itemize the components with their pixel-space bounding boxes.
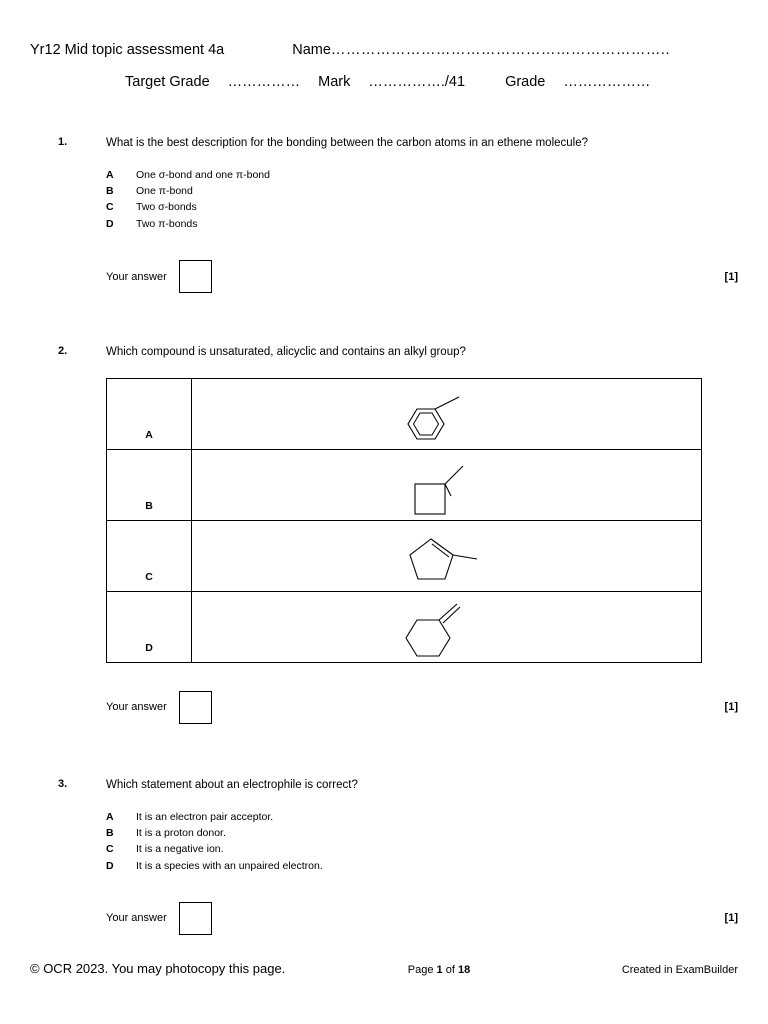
name-label: Name — [292, 42, 331, 58]
option-row[interactable] — [106, 809, 738, 825]
question-3-stem: Which statement about an electrophile is correct? — [106, 778, 358, 791]
page-indicator — [330, 960, 548, 976]
page-of: of — [445, 964, 455, 977]
page-title: Yr12 Mid topic assessment 4a — [30, 42, 225, 58]
question-2-answer-row — [106, 691, 738, 724]
methylcyclopentene-skeletal-icon — [387, 531, 507, 596]
marks-badge: [1] — [724, 701, 738, 714]
question-1-answer-row — [106, 260, 738, 293]
option-letter: D — [106, 217, 114, 230]
option-row[interactable] — [106, 216, 738, 232]
answer-label: Your answer — [106, 701, 167, 714]
table-row[interactable] — [107, 449, 702, 520]
question-2 — [30, 345, 738, 724]
option-row[interactable] — [106, 199, 738, 215]
document-header-line-1 — [30, 42, 738, 58]
target-grade-label: Target Grade — [125, 74, 210, 90]
option-text: It is an electron pair acceptor. — [136, 810, 274, 823]
option-row[interactable] — [106, 825, 738, 841]
created-by-text: Created in ExamBuilder — [621, 964, 738, 977]
option-text: One π-bond — [136, 185, 193, 198]
option-letter: D — [107, 591, 192, 662]
methylbenzene-skeletal-icon — [387, 389, 507, 454]
option-text: It is a negative ion. — [136, 843, 224, 856]
option-letter: B — [106, 827, 114, 840]
option-text: It is a species with an unpaired electron. — [136, 859, 323, 872]
option-letter: B — [107, 449, 192, 520]
question-2-stem: Which compound is unsaturated, alicyclic and contains an alkyl group? — [106, 346, 466, 358]
methylenecyclobutane-skeletal-icon — [387, 460, 507, 525]
question-1-number: 1. — [58, 136, 68, 148]
table-row[interactable] — [107, 520, 702, 591]
question-1 — [30, 136, 738, 293]
answer-input-box[interactable] — [179, 260, 212, 293]
answer-label: Your answer — [106, 270, 167, 283]
structure-cell — [192, 449, 702, 520]
page-prefix: Page — [407, 964, 434, 977]
question-3-answer-row — [106, 902, 738, 935]
answer-input-box[interactable] — [179, 902, 212, 935]
question-3 — [30, 778, 738, 935]
page-total: 18 — [457, 964, 471, 977]
option-text: One σ-bond and one π-bond — [136, 168, 270, 181]
mark-label: Mark — [318, 74, 351, 90]
option-letter: D — [106, 859, 114, 872]
marks-badge: [1] — [724, 912, 738, 925]
option-letter: A — [107, 378, 192, 449]
target-grade-blank[interactable]: …………… — [227, 74, 301, 90]
grade-blank[interactable]: ……………… — [563, 74, 651, 90]
option-text: It is a proton donor. — [136, 827, 226, 840]
structure-cell — [192, 520, 702, 591]
option-text: Two σ-bonds — [136, 201, 197, 214]
option-row[interactable] — [106, 841, 738, 857]
option-letter: B — [106, 185, 114, 198]
marks-badge: [1] — [724, 270, 738, 283]
table-row[interactable] — [107, 591, 702, 662]
option-letter: A — [106, 810, 114, 823]
answer-input-box[interactable] — [179, 691, 212, 724]
question-1-options — [106, 167, 738, 232]
option-row[interactable] — [106, 858, 738, 874]
grade-label: Grade — [505, 74, 546, 90]
structure-cell — [192, 591, 702, 662]
mark-blank[interactable]: ……………./41 — [368, 74, 466, 90]
document-header-line-2 — [30, 74, 738, 90]
question-3-number: 3. — [58, 777, 68, 790]
page-number: 1 — [436, 964, 443, 977]
question-1-stem: What is the best description for the bonding between the carbon atoms in an ethene molecule? — [106, 137, 589, 149]
copyright-text: © OCR 2023. You may photocopy this page. — [30, 961, 286, 977]
name-blank[interactable]: ………………………………………………………….. — [330, 42, 670, 58]
question-3-options — [106, 809, 738, 874]
structure-cell — [192, 378, 702, 449]
page-footer — [30, 960, 738, 978]
option-text: Two π-bonds — [136, 217, 198, 230]
methylenecyclohexane-skeletal-icon — [387, 602, 507, 667]
table-row[interactable] — [107, 378, 702, 449]
answer-label: Your answer — [106, 912, 167, 925]
question-2-structure-table — [106, 378, 702, 663]
question-2-number: 2. — [58, 345, 68, 357]
option-row[interactable] — [106, 183, 738, 199]
option-row[interactable] — [106, 167, 738, 183]
option-letter: C — [106, 843, 114, 856]
option-letter: C — [107, 520, 192, 591]
option-letter: C — [106, 201, 114, 214]
option-letter: A — [106, 168, 114, 181]
